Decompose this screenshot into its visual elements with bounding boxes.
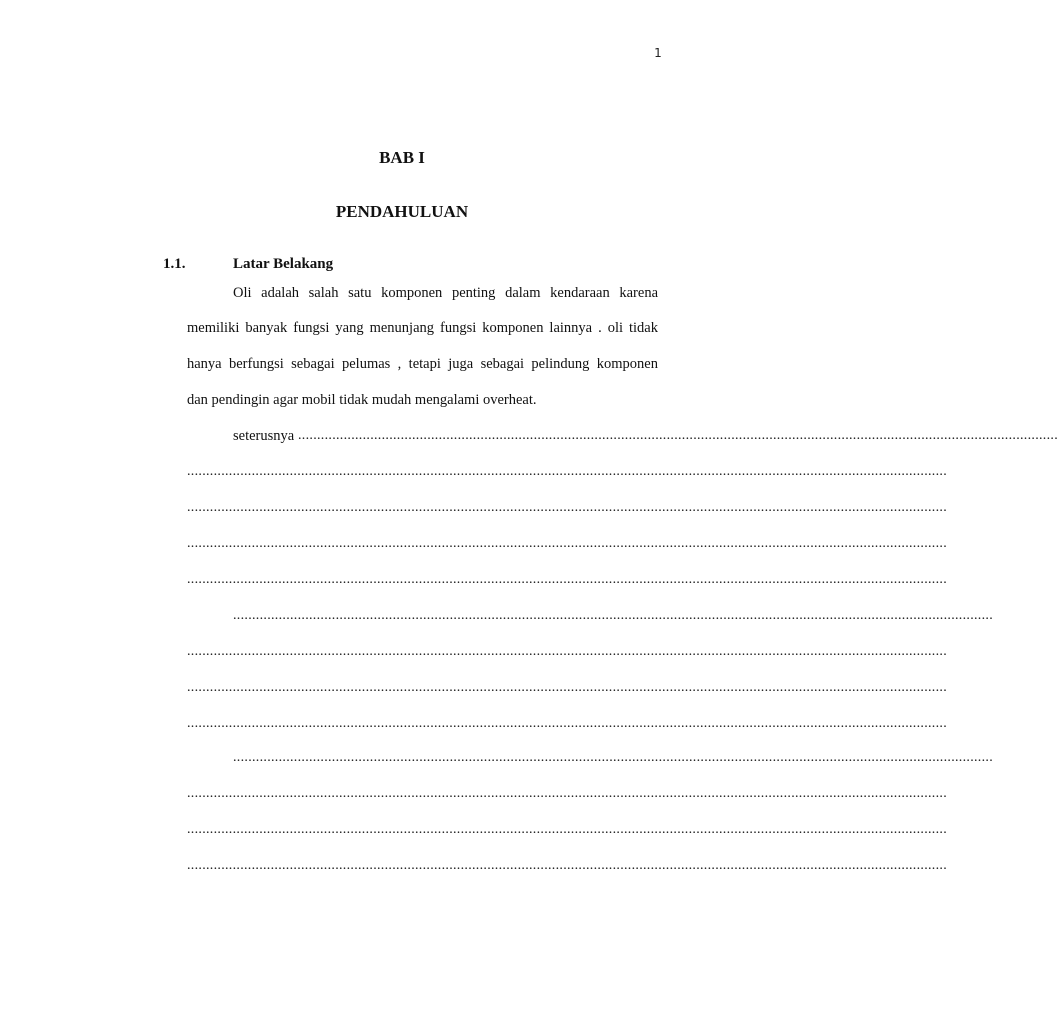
dotted-line: ........................................................................................................................................................................................................: [233, 750, 993, 765]
section-number: 1.1.: [163, 256, 186, 272]
chapter-number: BAB I: [379, 148, 425, 167]
paragraph-line: Oli adalah salah satu komponen penting dalam kendaraan karena: [233, 285, 658, 301]
dotted-line: ........................................................................................................................................................................................................: [233, 608, 993, 623]
paragraph-line: dan pendingin agar mobil tidak mudah mengalami overheat.: [187, 392, 537, 408]
dotted-line: ........................................................................................................................................................................................................: [298, 428, 1058, 443]
chapter-title: PENDAHULUAN: [335, 202, 469, 221]
dotted-line: ........................................................................................................................................................................................................: [187, 858, 947, 873]
dotted-line: ........................................................................................................................................................................................................: [187, 680, 947, 695]
paragraph-line: hanya berfungsi sebagai pelumas , tetapi juga sebagai pelindung komponen: [187, 356, 658, 372]
dotted-line: ........................................................................................................................................................................................................: [187, 786, 947, 801]
dotted-line: ........................................................................................................................................................................................................: [187, 822, 947, 837]
dotted-line: ........................................................................................................................................................................................................: [187, 644, 947, 659]
section-title: Latar Belakang: [233, 256, 334, 272]
paragraph-line: memiliki banyak fungsi yang menunjang fungsi komponen lainnya . oli tidak: [187, 320, 658, 336]
dotted-line: ........................................................................................................................................................................................................: [187, 572, 947, 587]
page-number: 1: [654, 46, 662, 60]
dotted-line: ........................................................................................................................................................................................................: [187, 500, 947, 515]
dotted-line: ........................................................................................................................................................................................................: [187, 716, 947, 731]
dotted-line: ........................................................................................................................................................................................................: [187, 536, 947, 551]
paragraph-prefix: seterusnya: [233, 428, 295, 444]
dotted-line: ........................................................................................................................................................................................................: [187, 464, 947, 479]
